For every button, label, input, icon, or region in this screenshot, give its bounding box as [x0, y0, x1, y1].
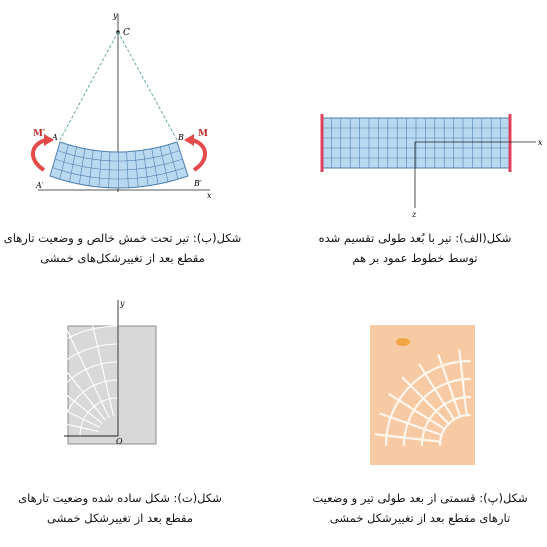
- bent-beam-figure: [0, 0, 240, 205]
- x-axis-label: x: [207, 191, 212, 200]
- bent-beam-caption: [0, 228, 245, 268]
- simplified-section-figure: [60, 288, 170, 448]
- straight-beam-figure: [300, 100, 547, 225]
- bent-beam-caption-line2: مقطع بعد از تغییرشکل‌های خمشی: [40, 251, 205, 265]
- simplified-section-caption: [0, 488, 240, 528]
- straight-beam-caption-line1: شکل(الف): تیر با بُعد طولی تقسیم شده: [318, 231, 512, 245]
- straight-beam-caption-line2: توسط خطوط عمود بر هم: [352, 251, 478, 265]
- right-moment-arrowhead: [184, 134, 194, 146]
- left-radius-line: [60, 32, 118, 140]
- y-axis-label: y: [113, 11, 118, 20]
- point-a-label: A: [52, 133, 58, 142]
- point-a-prime-label: A′: [36, 181, 44, 190]
- bent-beam-caption-line1: شکل(ب): تیر تحت خمش خالص و وضعیت تارهای: [3, 231, 242, 245]
- right-moment-label: M: [198, 129, 208, 139]
- straight-beam-diagram: [300, 100, 547, 225]
- right-radius-line: [118, 32, 177, 140]
- point-b-prime-label: B′: [194, 179, 202, 188]
- photo-section-caption-line1: شکل(پ): قسمتی از بعد طولی تیر و وضعیت: [312, 491, 528, 505]
- left-moment-label: M′: [33, 129, 46, 139]
- simplified-section-caption-line2: مقطع بعد از تغییرشکل خمشی: [46, 511, 194, 525]
- z-axis-label: z: [412, 210, 417, 219]
- simplified-section-caption-line1: شکل(ت): شکل ساده شده وضعیت تارهای: [18, 491, 222, 505]
- photo-section-figure: [370, 325, 475, 465]
- photo-section-caption: [300, 488, 540, 528]
- photo-section-image: [370, 325, 475, 465]
- straight-beam-caption: [300, 228, 530, 268]
- center-label: C: [123, 28, 130, 38]
- bent-beam-body: [50, 142, 188, 188]
- point-b-label: B: [178, 133, 184, 142]
- color-stain: [396, 338, 410, 346]
- bent-beam-diagram: [0, 0, 240, 205]
- simplified-section-diagram: [60, 288, 170, 448]
- y-axis-label: y: [120, 299, 125, 308]
- x-axis-label: x: [538, 138, 543, 147]
- photo-section-caption-line2: تارهای مقطع بعد از تغییرشکل خمشی: [329, 511, 511, 525]
- origin-label: O: [116, 437, 123, 446]
